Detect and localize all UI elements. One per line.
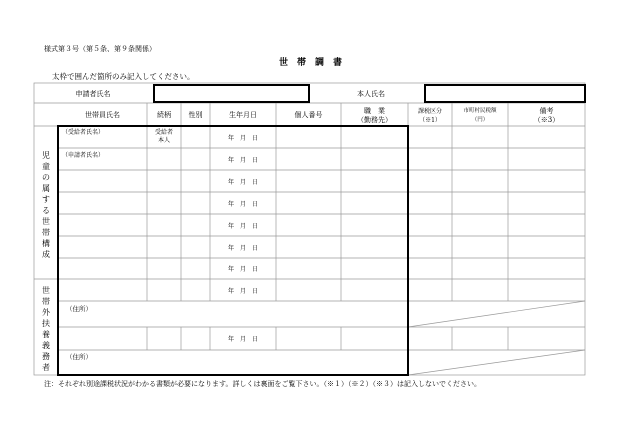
applicant-name-prefix: （申請者氏名） [62,152,105,159]
footnote: 注：それぞれ別途課税状況がわかる書類が必要になります。詳しくは裏面をご覧下さい。（※１）（※２）（※３）は記入しないでください。 [44,380,481,388]
row5-birth-date: 年 月 日 [227,223,258,230]
header-my-number: 個人番号 [294,111,323,119]
person-name-field[interactable] [427,87,583,100]
support1-birth-date: 年 月 日 [227,288,258,295]
support-section-label: 世帯外扶養義務者 [42,286,50,372]
row6-birth-date: 年 月 日 [227,245,258,252]
row2-birth-date: 年 月 日 [227,157,258,164]
row3-birth-date: 年 月 日 [227,179,258,186]
person-name-label: 本人氏名 [357,90,385,98]
row4-birth-date: 年 月 日 [227,201,258,208]
support1-address-label: （住所） [66,305,92,313]
support2-address-label: （住所） [66,353,92,361]
header-tax-amount: 市町村民税額 （円） [463,108,497,123]
header-remarks: 備考 （※3） [533,107,560,124]
header-sex: 性別 [188,111,203,119]
household-section-label: 児童の属する世帯構成 [42,151,50,259]
applicant-name-field[interactable] [156,87,307,100]
header-tax-class: 課税区分 （※1） [417,108,442,124]
header-relationship: 続柄 [157,111,171,119]
row1-birth-date: 年 月 日 [227,135,258,142]
header-occupation: 職 業 （勤務先） [357,107,392,124]
form-title: 世 帯 調 書 [279,58,343,68]
applicant-name-label: 申請者氏名 [75,90,111,98]
form-number: 様式第３号（第５条、第９条関係） [44,45,156,53]
row7-birth-date: 年 月 日 [227,266,258,273]
header-member-name: 世帯員氏名 [85,111,120,119]
recipient-name-prefix: （受給者氏名） [62,129,105,136]
header-birth-date: 生年月日 [229,111,257,119]
support2-birth-date: 年 月 日 [227,336,258,343]
instruction-text: 太枠で囲んだ箇所のみ記入してください。 [52,72,195,81]
recipient-relationship: 受給者 本人 [154,129,173,144]
